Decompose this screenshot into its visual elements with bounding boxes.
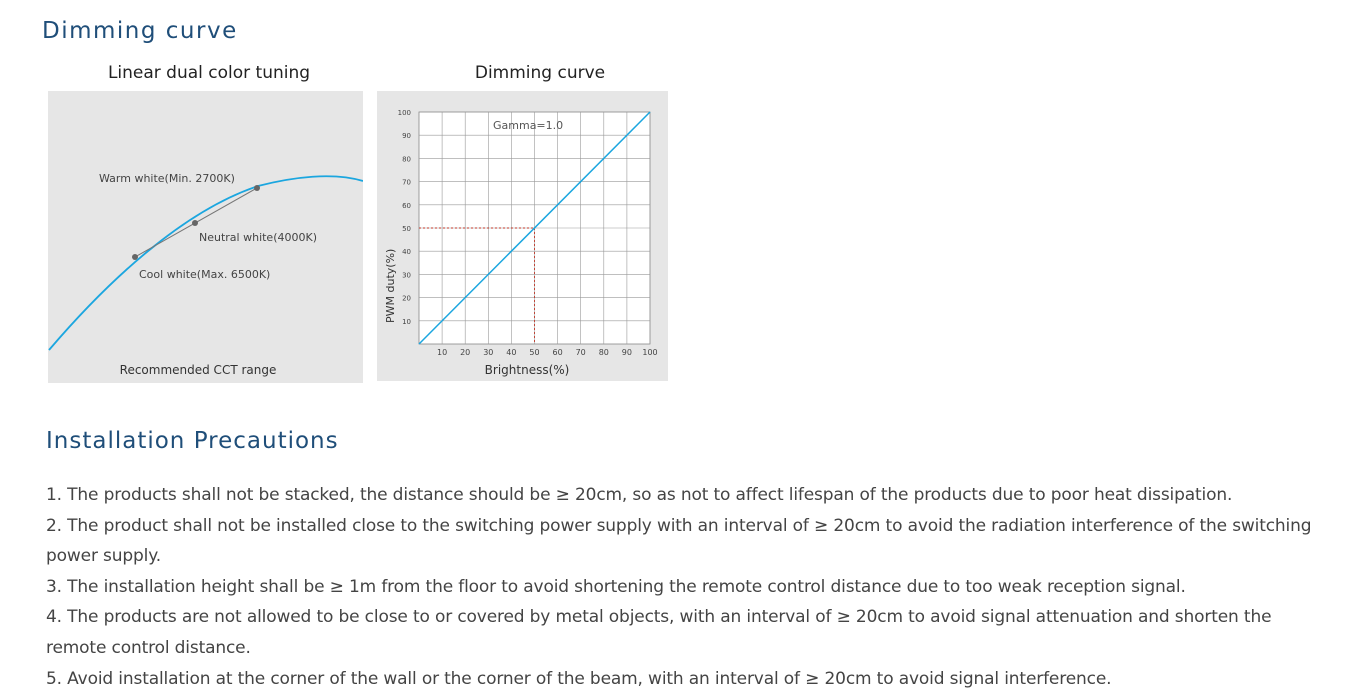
cool-white-label: Cool white(Max. 6500K) [139,268,271,281]
x-tick-label: 30 [483,348,494,357]
y-tick-label: 30 [402,271,411,280]
precaution-item: 5. Avoid installation at the corner of the wall or the corner of the beam, with an interval of ≥ 20cm to avoid signal interference. [46,668,1112,689]
y-tick-label: 70 [402,178,411,187]
x-tick-label: 50 [529,348,540,357]
y-axis-label: PWM duty(%) [384,248,397,323]
x-tick-label: 90 [621,348,632,357]
cct-chart-svg [48,91,363,383]
dimming-chart-title: Dimming curve [474,63,606,83]
cct-curve [49,176,363,350]
x-tick-label: 60 [552,348,563,357]
x-tick-label: 70 [575,348,586,357]
x-axis-label: Brightness(%) [484,363,570,377]
precaution-item: 3. The installation height shall be ≥ 1m from the floor to avoid shortening the remote control distance due to too weak reception signal. [46,576,1186,597]
y-tick-label: 50 [402,225,411,233]
y-tick-label: 40 [402,248,411,257]
dimming-chart-panel [377,91,668,381]
cct-chart-title: Linear dual color tuning [107,63,311,83]
y-tick-label: 100 [397,109,411,117]
neutral-white-label: Neutral white(4000K) [199,231,317,244]
neutral-white-point [192,220,198,226]
precaution-item: 1. The products shall not be stacked, the distance should be ≥ 20cm, so as not to affect lifespan of the products due to poor heat dissipation. [46,485,1233,505]
x-tick-label: 20 [460,348,471,357]
section-title-precautions: Installation Precautions [46,428,339,454]
dimming-chart-svg [377,91,668,381]
cct-chart-panel [48,91,363,383]
section-title-dimming: Dimming curve [42,18,238,44]
y-tick-label: 20 [402,294,411,303]
x-tick-label: 100 [642,348,658,357]
x-tick-label: 80 [598,348,609,357]
x-tick-label: 10 [437,348,448,357]
precaution-item: 4. The products are not allowed to be close to or covered by metal objects, with an interval of ≥ 20cm to avoid signal attenuation and shorten the remote control distance. [46,607,1272,658]
warm-white-label: Warm white(Min. 2700K) [99,172,235,185]
cool-white-point [132,254,138,260]
gamma-annotation: Gamma=1.0 [493,119,564,132]
y-tick-label: 90 [402,132,411,141]
y-tick-label: 80 [402,155,411,164]
x-tick-label: 40 [506,348,517,357]
precautions-list [46,480,1326,694]
warm-white-point [254,185,260,191]
precaution-item: 2. The product shall not be installed close to the switching power supply with an interval of ≥ 20cm to avoid the radiation interference of the switching power supply. [46,515,1312,567]
cct-range-label: Recommended CCT range [119,363,277,377]
y-tick-label: 10 [402,317,411,326]
y-tick-label: 60 [402,201,411,210]
